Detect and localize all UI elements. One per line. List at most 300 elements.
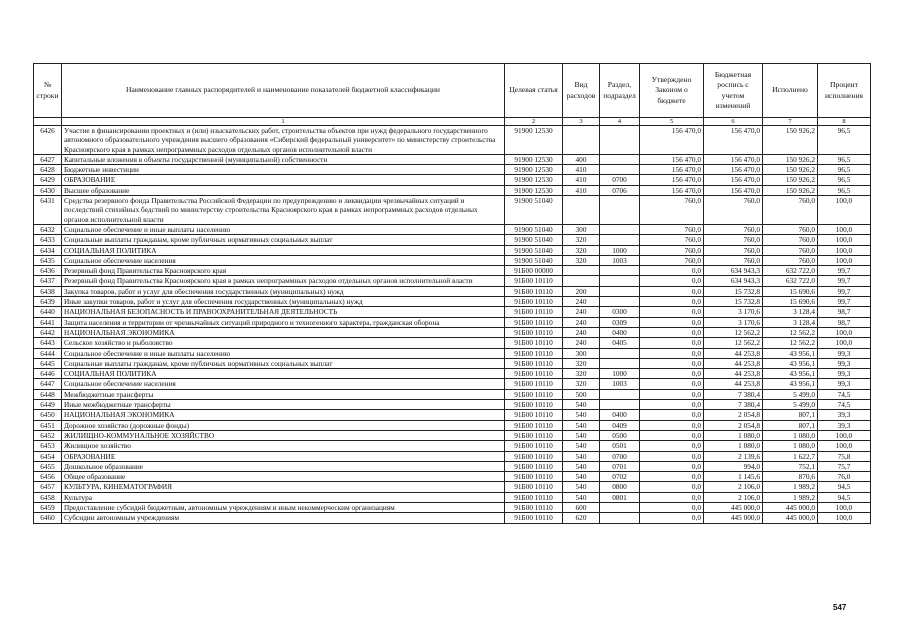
section-code: 0500 <box>600 430 640 440</box>
row-name: ОБРАЗОВАНИЕ <box>62 175 505 185</box>
expense-kind: 240 <box>563 338 600 348</box>
approved-amount: 0,0 <box>640 266 704 276</box>
header-approved: Утверждено Законом о бюджете <box>640 64 704 118</box>
budget-amount: 445 000,0 <box>704 513 763 523</box>
execution-percent: 96,5 <box>818 126 871 155</box>
row-number: 6442 <box>34 327 62 337</box>
expense-kind: 410 <box>563 185 600 195</box>
executed-amount: 632 722,0 <box>763 276 818 286</box>
expense-kind: 540 <box>563 410 600 420</box>
table-row <box>34 224 871 234</box>
table-row <box>34 235 871 245</box>
budget-amount: 994,0 <box>704 461 763 471</box>
budget-amount: 760,0 <box>704 255 763 265</box>
approved-amount: 0,0 <box>640 338 704 348</box>
table-row <box>34 175 871 185</box>
approved-amount: 156 470,0 <box>640 165 704 175</box>
header-expense-kind: Вид расходов <box>563 64 600 118</box>
target-article: 91Б00 10110 <box>505 338 563 348</box>
target-article: 91900 51040 <box>505 224 563 234</box>
executed-amount: 3 128,4 <box>763 307 818 317</box>
section-code: 1003 <box>600 255 640 265</box>
budget-amount: 1 145,6 <box>704 472 763 482</box>
execution-percent: 98,7 <box>818 307 871 317</box>
row-number: 6437 <box>34 276 62 286</box>
approved-amount: 0,0 <box>640 451 704 461</box>
table-row <box>34 451 871 461</box>
expense-kind <box>563 126 600 155</box>
column-number: 1 <box>62 118 505 126</box>
expense-kind: 320 <box>563 245 600 255</box>
table-row <box>34 266 871 276</box>
row-name: Общее образование <box>62 472 505 482</box>
target-article: 91Б00 10110 <box>505 369 563 379</box>
execution-percent: 99,3 <box>818 358 871 368</box>
table-row <box>34 513 871 523</box>
budget-amount: 634 943,3 <box>704 276 763 286</box>
budget-amount: 2 139,6 <box>704 451 763 461</box>
execution-percent: 100,0 <box>818 502 871 512</box>
expense-kind: 320 <box>563 255 600 265</box>
approved-amount: 0,0 <box>640 369 704 379</box>
target-article: 91Б00 10110 <box>505 461 563 471</box>
table-header-row <box>34 64 871 118</box>
section-code: 0706 <box>600 185 640 195</box>
expense-kind: 320 <box>563 235 600 245</box>
budget-amount: 156 470,0 <box>704 175 763 185</box>
executed-amount: 632 722,0 <box>763 266 818 276</box>
expense-kind: 320 <box>563 369 600 379</box>
approved-amount: 0,0 <box>640 379 704 389</box>
section-code: 0300 <box>600 307 640 317</box>
row-name: Защита населения и территории от чрезвычайных ситуаций природного и техногенного характера, гражданская оборона <box>62 317 505 327</box>
section-code: 0409 <box>600 420 640 430</box>
table-row <box>34 245 871 255</box>
section-code <box>600 126 640 155</box>
section-code <box>600 286 640 296</box>
page-number: 547 <box>833 603 847 612</box>
execution-percent: 39,3 <box>818 410 871 420</box>
approved-amount: 760,0 <box>640 245 704 255</box>
executed-amount: 760,0 <box>763 245 818 255</box>
row-name: Резервный фонд Правительства Красноярского края в рамках непрограммных расходов отдельных органов исполнительной власти <box>62 276 505 286</box>
row-name: Капитальные вложения в объекты государственной (муниципальной) собственности <box>62 154 505 164</box>
section-code: 0700 <box>600 175 640 185</box>
budget-amount: 12 562,2 <box>704 327 763 337</box>
header-target-article: Целевая статья <box>505 64 563 118</box>
execution-percent: 76,0 <box>818 472 871 482</box>
header-percent: Процент исполнения <box>818 64 871 118</box>
budget-amount: 15 732,8 <box>704 286 763 296</box>
section-code: 0801 <box>600 492 640 502</box>
expense-kind: 620 <box>563 513 600 523</box>
execution-percent: 100,0 <box>818 441 871 451</box>
row-number: 6440 <box>34 307 62 317</box>
target-article: 91900 51040 <box>505 255 563 265</box>
row-number: 6447 <box>34 379 62 389</box>
execution-percent: 99,7 <box>818 286 871 296</box>
target-article: 91Б00 10110 <box>505 400 563 410</box>
row-name: Дорожное хозяйство (дорожные фонды) <box>62 420 505 430</box>
row-name: ЖИЛИЩНО-КОММУНАЛЬНОЕ ХОЗЯЙСТВО <box>62 430 505 440</box>
approved-amount: 760,0 <box>640 255 704 265</box>
section-code <box>600 358 640 368</box>
budget-amount: 156 470,0 <box>704 126 763 155</box>
section-code: 0701 <box>600 461 640 471</box>
target-article: 91Б00 10110 <box>505 502 563 512</box>
row-number: 6456 <box>34 472 62 482</box>
budget-amount: 760,0 <box>704 196 763 225</box>
row-name: СОЦИАЛЬНАЯ ПОЛИТИКА <box>62 245 505 255</box>
executed-amount: 752,1 <box>763 461 818 471</box>
approved-amount: 0,0 <box>640 317 704 327</box>
approved-amount: 0,0 <box>640 297 704 307</box>
target-article: 91900 51040 <box>505 196 563 225</box>
table-row <box>34 441 871 451</box>
header-section: Раздел, подраздел <box>600 64 640 118</box>
section-code <box>600 400 640 410</box>
expense-kind: 540 <box>563 430 600 440</box>
row-number: 6454 <box>34 451 62 461</box>
budget-amount: 445 000,0 <box>704 502 763 512</box>
table-row <box>34 255 871 265</box>
column-number <box>34 118 62 126</box>
row-name: Участие в финансировании проектных и (или) изыскательских работ, строительства объектов при нужд федерального государственного автономного образовательного учреждения высшего образования «Сибирский федеральный университет» по министерству строительства Красноярского края в рамках непрограммных расходов отдельных органов исполнительной власти <box>62 126 505 155</box>
executed-amount: 150 926,2 <box>763 126 818 155</box>
target-article: 91900 51040 <box>505 245 563 255</box>
target-article: 91900 12530 <box>505 175 563 185</box>
executed-amount: 43 956,1 <box>763 348 818 358</box>
row-name: Социальное обеспечение и иные выплаты населению <box>62 224 505 234</box>
approved-amount: 0,0 <box>640 430 704 440</box>
row-number: 6449 <box>34 400 62 410</box>
target-article: 91900 12530 <box>505 154 563 164</box>
expense-kind: 500 <box>563 389 600 399</box>
target-article: 91Б00 10110 <box>505 307 563 317</box>
execution-percent: 100,0 <box>818 196 871 225</box>
budget-execution-table <box>33 63 871 524</box>
row-name: Предоставление субсидий бюджетным, автономным учреждениям и иным некоммерческим организациям <box>62 502 505 512</box>
execution-percent: 100,0 <box>818 430 871 440</box>
target-article: 91900 12530 <box>505 185 563 195</box>
approved-amount: 0,0 <box>640 307 704 317</box>
row-number: 6441 <box>34 317 62 327</box>
executed-amount: 445 000,0 <box>763 502 818 512</box>
executed-amount: 43 956,1 <box>763 369 818 379</box>
table-row <box>34 400 871 410</box>
executed-amount: 760,0 <box>763 196 818 225</box>
budget-amount: 1 080,0 <box>704 430 763 440</box>
executed-amount: 5 499,0 <box>763 400 818 410</box>
approved-amount: 0,0 <box>640 461 704 471</box>
row-name: Социальные выплаты гражданам, кроме публичных нормативных социальных выплат <box>62 235 505 245</box>
row-name: Резервный фонд Правительства Красноярского края <box>62 266 505 276</box>
execution-percent: 74,5 <box>818 389 871 399</box>
row-name: Высшее образование <box>62 185 505 195</box>
section-code: 1003 <box>600 379 640 389</box>
row-number: 6428 <box>34 165 62 175</box>
table-body <box>34 126 871 524</box>
section-code: 0501 <box>600 441 640 451</box>
executed-amount: 12 562,2 <box>763 327 818 337</box>
executed-amount: 1 080,0 <box>763 441 818 451</box>
row-number: 6434 <box>34 245 62 255</box>
executed-amount: 150 926,2 <box>763 165 818 175</box>
approved-amount: 0,0 <box>640 389 704 399</box>
row-number: 6443 <box>34 338 62 348</box>
execution-percent: 75,7 <box>818 461 871 471</box>
budget-amount: 760,0 <box>704 245 763 255</box>
execution-percent: 96,5 <box>818 165 871 175</box>
row-number: 6435 <box>34 255 62 265</box>
table-row <box>34 502 871 512</box>
table-row <box>34 196 871 225</box>
budget-amount: 44 253,8 <box>704 348 763 358</box>
target-article: 91Б00 10110 <box>505 482 563 492</box>
row-number: 6459 <box>34 502 62 512</box>
table-row <box>34 358 871 368</box>
expense-kind: 200 <box>563 286 600 296</box>
table-row <box>34 492 871 502</box>
approved-amount: 156 470,0 <box>640 175 704 185</box>
expense-kind: 540 <box>563 492 600 502</box>
target-article: 91Б00 10110 <box>505 472 563 482</box>
column-number: 5 <box>640 118 704 126</box>
expense-kind: 540 <box>563 461 600 471</box>
table-row <box>34 165 871 175</box>
row-number: 6438 <box>34 286 62 296</box>
row-number: 6439 <box>34 297 62 307</box>
table-row <box>34 348 871 358</box>
row-number: 6431 <box>34 196 62 225</box>
expense-kind: 300 <box>563 348 600 358</box>
section-code: 1000 <box>600 369 640 379</box>
target-article: 91Б00 10110 <box>505 348 563 358</box>
executed-amount: 150 926,2 <box>763 175 818 185</box>
budget-amount: 1 080,0 <box>704 441 763 451</box>
row-number: 6455 <box>34 461 62 471</box>
execution-percent: 100,0 <box>818 327 871 337</box>
table-row <box>34 327 871 337</box>
execution-percent: 100,0 <box>818 245 871 255</box>
row-name: СОЦИАЛЬНАЯ ПОЛИТИКА <box>62 369 505 379</box>
executed-amount: 1 622,7 <box>763 451 818 461</box>
budget-amount: 44 253,8 <box>704 369 763 379</box>
execution-percent: 100,0 <box>818 513 871 523</box>
executed-amount: 760,0 <box>763 255 818 265</box>
row-name: ОБРАЗОВАНИЕ <box>62 451 505 461</box>
row-number: 6458 <box>34 492 62 502</box>
target-article: 91Б00 10110 <box>505 451 563 461</box>
table-row <box>34 472 871 482</box>
expense-kind: 300 <box>563 224 600 234</box>
row-number: 6445 <box>34 358 62 368</box>
column-number: 2 <box>505 118 563 126</box>
section-code: 0700 <box>600 451 640 461</box>
approved-amount: 0,0 <box>640 276 704 286</box>
executed-amount: 150 926,2 <box>763 185 818 195</box>
execution-percent: 99,3 <box>818 369 871 379</box>
execution-percent: 74,5 <box>818 400 871 410</box>
table-row <box>34 482 871 492</box>
execution-percent: 99,3 <box>818 348 871 358</box>
column-number: 7 <box>763 118 818 126</box>
execution-percent: 100,0 <box>818 224 871 234</box>
approved-amount: 0,0 <box>640 502 704 512</box>
executed-amount: 12 562,2 <box>763 338 818 348</box>
section-code: 1000 <box>600 245 640 255</box>
section-code: 0400 <box>600 327 640 337</box>
row-name: Социальные выплаты гражданам, кроме публичных нормативных социальных выплат <box>62 358 505 368</box>
budget-amount: 2 106,0 <box>704 492 763 502</box>
table-row <box>34 338 871 348</box>
execution-percent: 96,5 <box>818 175 871 185</box>
row-name: Межбюджетные трансферты <box>62 389 505 399</box>
expense-kind: 540 <box>563 420 600 430</box>
expense-kind: 410 <box>563 175 600 185</box>
row-name: НАЦИОНАЛЬНАЯ ЭКОНОМИКА <box>62 410 505 420</box>
approved-amount: 0,0 <box>640 472 704 482</box>
row-name: Субсидии автономным учреждениям <box>62 513 505 523</box>
executed-amount: 3 128,4 <box>763 317 818 327</box>
expense-kind: 320 <box>563 379 600 389</box>
expense-kind <box>563 266 600 276</box>
expense-kind: 240 <box>563 297 600 307</box>
budget-amount: 44 253,8 <box>704 358 763 368</box>
approved-amount: 0,0 <box>640 286 704 296</box>
section-code <box>600 224 640 234</box>
expense-kind: 540 <box>563 400 600 410</box>
executed-amount: 445 000,0 <box>763 513 818 523</box>
executed-amount: 15 690,6 <box>763 297 818 307</box>
budget-amount: 2 106,0 <box>704 482 763 492</box>
approved-amount: 156 470,0 <box>640 185 704 195</box>
budget-amount: 2 054,8 <box>704 420 763 430</box>
section-code <box>600 196 640 225</box>
table-row <box>34 420 871 430</box>
approved-amount: 156 470,0 <box>640 126 704 155</box>
executed-amount: 150 926,2 <box>763 154 818 164</box>
target-article: 91Б00 10110 <box>505 297 563 307</box>
row-number: 6426 <box>34 126 62 155</box>
section-code <box>600 389 640 399</box>
table-row <box>34 317 871 327</box>
row-name: Культура <box>62 492 505 502</box>
section-code: 0400 <box>600 410 640 420</box>
table-row <box>34 185 871 195</box>
budget-amount: 3 170,6 <box>704 317 763 327</box>
row-name: Социальное обеспечение населения <box>62 379 505 389</box>
target-article: 91Б00 10110 <box>505 317 563 327</box>
column-number: 3 <box>563 118 600 126</box>
target-article: 91Б00 00000 <box>505 266 563 276</box>
section-code: 0405 <box>600 338 640 348</box>
expense-kind: 540 <box>563 482 600 492</box>
execution-percent: 99,7 <box>818 266 871 276</box>
section-code <box>600 502 640 512</box>
approved-amount: 760,0 <box>640 224 704 234</box>
row-number: 6430 <box>34 185 62 195</box>
executed-amount: 1 080,0 <box>763 430 818 440</box>
budget-amount: 2 054,8 <box>704 410 763 420</box>
table-row <box>34 461 871 471</box>
execution-percent: 94,5 <box>818 482 871 492</box>
target-article: 91Б00 10110 <box>505 492 563 502</box>
budget-amount: 7 380,4 <box>704 389 763 399</box>
row-number: 6429 <box>34 175 62 185</box>
expense-kind: 540 <box>563 441 600 451</box>
target-article: 91900 12530 <box>505 165 563 175</box>
row-number: 6460 <box>34 513 62 523</box>
expense-kind: 400 <box>563 154 600 164</box>
expense-kind <box>563 196 600 225</box>
execution-percent: 100,0 <box>818 235 871 245</box>
approved-amount: 0,0 <box>640 513 704 523</box>
column-number: 4 <box>600 118 640 126</box>
row-number: 6453 <box>34 441 62 451</box>
execution-percent: 98,7 <box>818 317 871 327</box>
target-article: 91Б00 10110 <box>505 379 563 389</box>
approved-amount: 0,0 <box>640 327 704 337</box>
section-code <box>600 348 640 358</box>
header-budget-schedule: Бюджетная роспись с учетом изменений <box>704 64 763 118</box>
section-code <box>600 266 640 276</box>
budget-amount: 634 943,3 <box>704 266 763 276</box>
column-number-row <box>34 118 871 126</box>
execution-percent: 99,7 <box>818 276 871 286</box>
table-row <box>34 410 871 420</box>
section-code <box>600 154 640 164</box>
row-number: 6448 <box>34 389 62 399</box>
row-name: НАЦИОНАЛЬНАЯ БЕЗОПАСНОСТЬ И ПРАВООХРАНИТЕЛЬНАЯ ДЕЯТЕЛЬНОСТЬ <box>62 307 505 317</box>
target-article: 91Б00 10110 <box>505 410 563 420</box>
target-article: 91Б00 10110 <box>505 327 563 337</box>
expense-kind: 410 <box>563 165 600 175</box>
row-number: 6450 <box>34 410 62 420</box>
target-article: 91900 12530 <box>505 126 563 155</box>
header-executed: Исполнено <box>763 64 818 118</box>
table-row <box>34 126 871 155</box>
target-article: 91Б00 10110 <box>505 286 563 296</box>
executed-amount: 5 499,0 <box>763 389 818 399</box>
executed-amount: 1 989,2 <box>763 482 818 492</box>
row-number: 6452 <box>34 430 62 440</box>
execution-percent: 96,5 <box>818 185 871 195</box>
budget-amount: 44 253,8 <box>704 379 763 389</box>
expense-kind <box>563 276 600 286</box>
column-number: 6 <box>704 118 763 126</box>
table-row <box>34 154 871 164</box>
target-article: 91Б00 10110 <box>505 420 563 430</box>
execution-percent: 75,8 <box>818 451 871 461</box>
execution-percent: 99,7 <box>818 297 871 307</box>
row-number: 6446 <box>34 369 62 379</box>
row-number: 6444 <box>34 348 62 358</box>
section-code <box>600 165 640 175</box>
expense-kind: 540 <box>563 472 600 482</box>
executed-amount: 1 989,2 <box>763 492 818 502</box>
header-row-number: № строки <box>34 64 62 118</box>
section-code <box>600 276 640 286</box>
row-name: Бюджетные инвестиции <box>62 165 505 175</box>
expense-kind: 240 <box>563 327 600 337</box>
target-article: 91Б00 10110 <box>505 441 563 451</box>
approved-amount: 0,0 <box>640 492 704 502</box>
approved-amount: 0,0 <box>640 441 704 451</box>
target-article: 91Б00 10110 <box>505 276 563 286</box>
executed-amount: 870,6 <box>763 472 818 482</box>
row-number: 6432 <box>34 224 62 234</box>
